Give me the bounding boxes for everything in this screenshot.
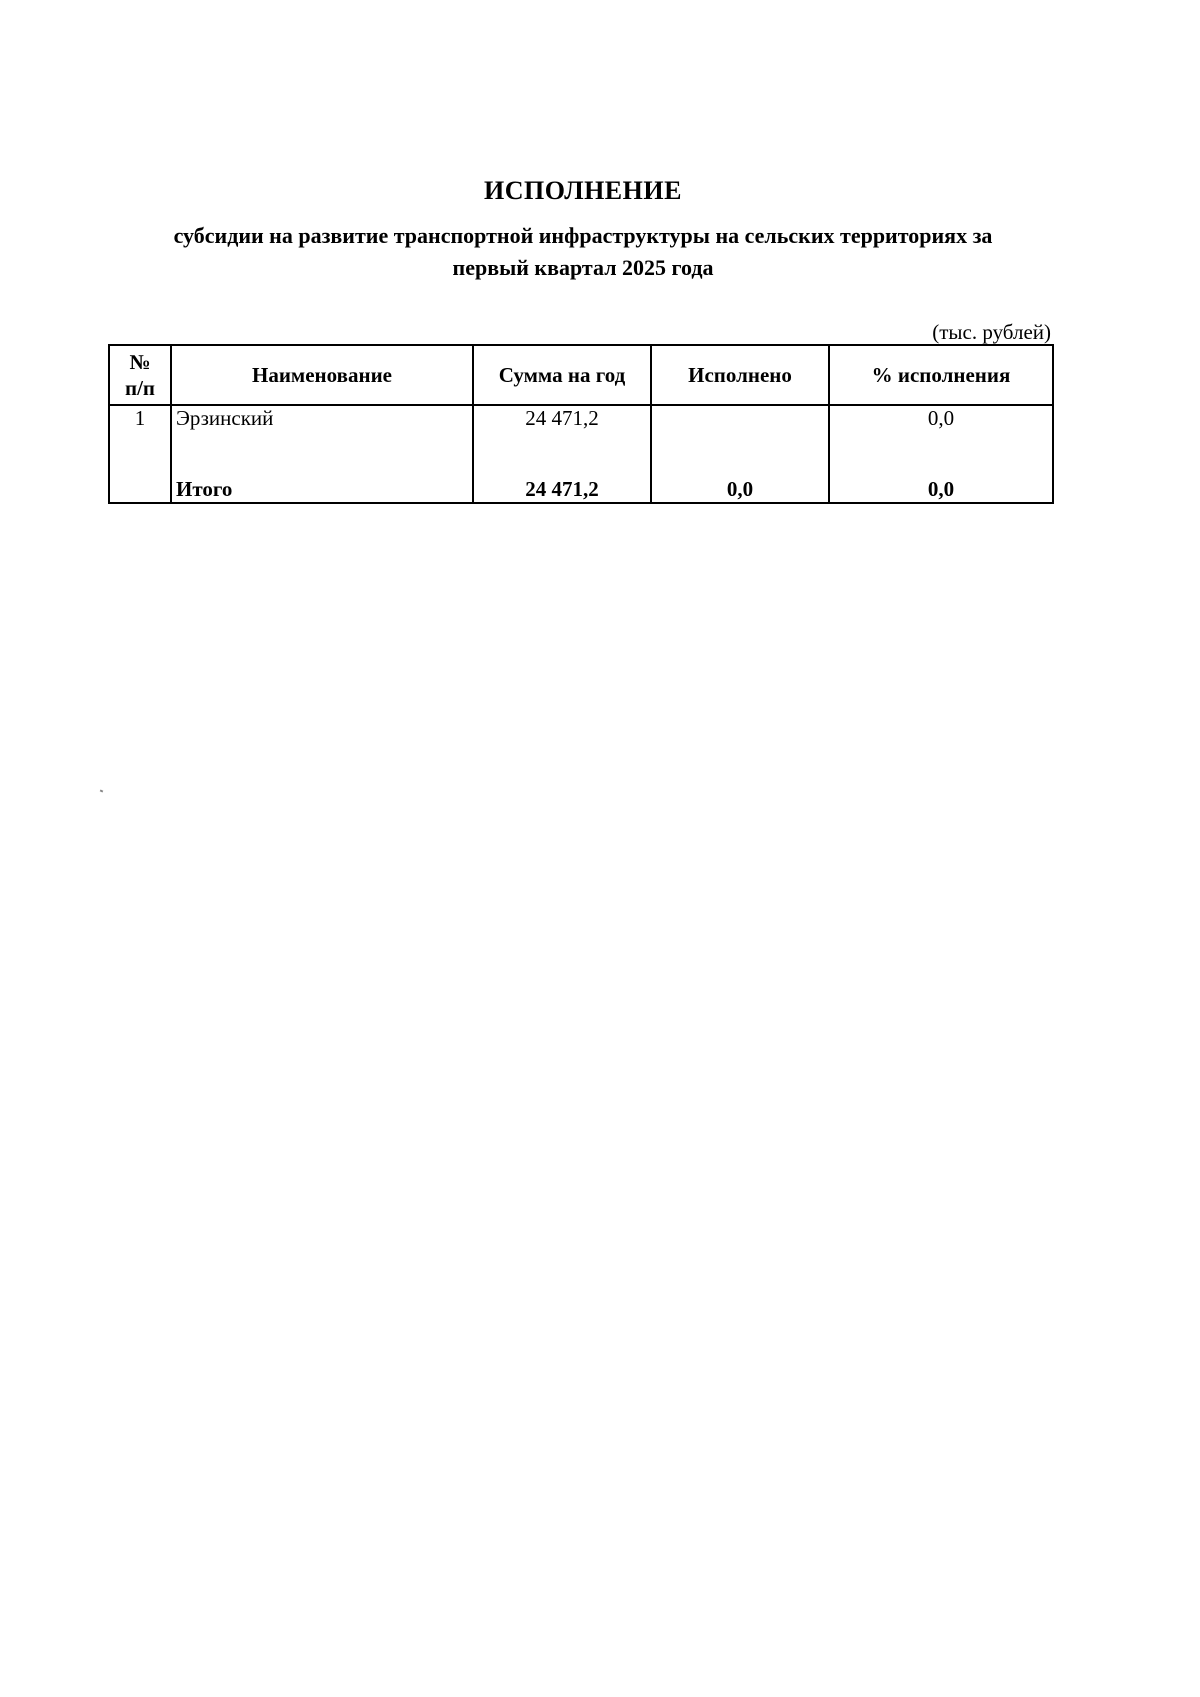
row-sum: 24 471,2 <box>473 405 651 454</box>
row-percent: 0,0 <box>829 405 1053 454</box>
total-percent: 0,0 <box>829 454 1053 503</box>
row-done <box>651 405 829 454</box>
page-title: ИСПОЛНЕНИЕ <box>484 176 682 205</box>
total-sum: 24 471,2 <box>473 454 651 503</box>
total-done: 0,0 <box>651 454 829 503</box>
header-number-line-2: п/п <box>124 376 156 400</box>
page-subtitle <box>110 220 1056 284</box>
header-sum: Сумма на год <box>473 345 651 405</box>
header-number <box>109 345 171 405</box>
execution-table <box>108 344 1054 504</box>
scan-speck <box>100 789 104 792</box>
subtitle-line-1: субсидии на развитие транспортной инфраструктуры на сельских территориях за <box>173 223 993 248</box>
subtitle-line-2: первый квартал 2025 года <box>452 255 714 280</box>
total-row <box>109 454 1053 503</box>
table-row <box>109 405 1053 454</box>
total-label: Итого <box>171 454 473 503</box>
header-number-line-1: № <box>129 350 151 374</box>
header-name: Наименование <box>171 345 473 405</box>
units-label: (тыс. рублей) <box>932 320 1051 344</box>
table-header-row <box>109 345 1053 405</box>
row-name: Эрзинский <box>171 405 473 454</box>
row-number: 1 <box>109 405 171 503</box>
header-done: Исполнено <box>651 345 829 405</box>
header-percent: % исполнения <box>829 345 1053 405</box>
